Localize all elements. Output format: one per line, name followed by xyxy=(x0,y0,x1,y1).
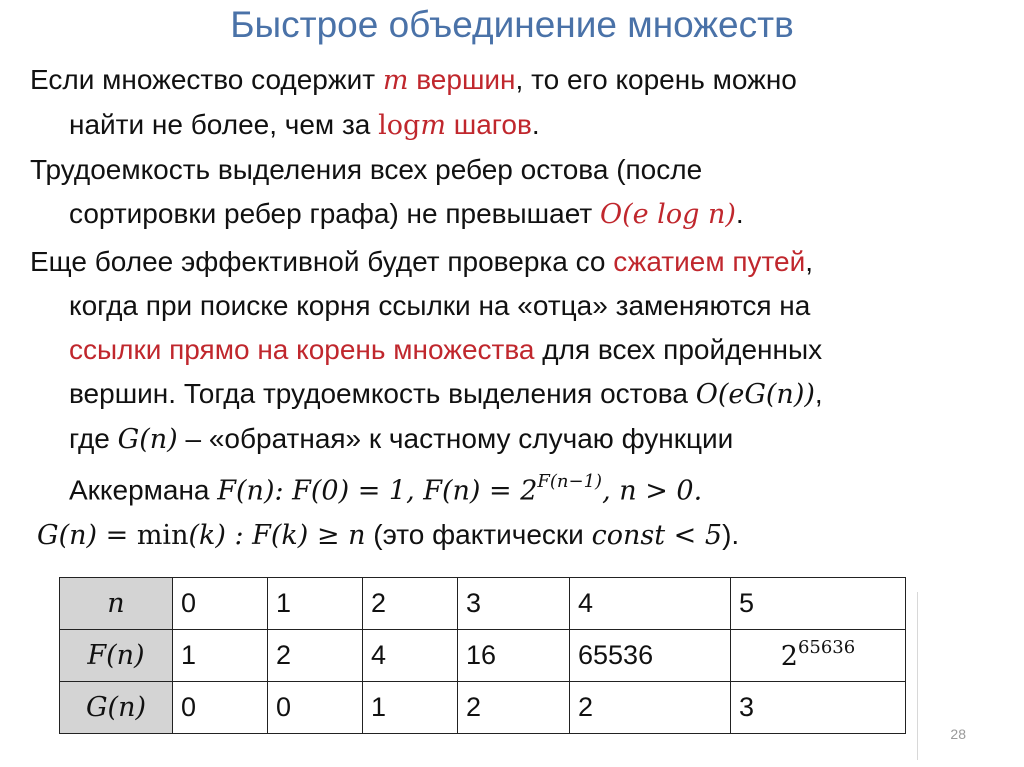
p3-text-7: где xyxy=(69,423,118,454)
paragraph-g-definition xyxy=(37,513,739,558)
p3-line-2: когда при поиске корня ссылки на «отца» заменяются на xyxy=(69,290,811,321)
p2-text-period: . xyxy=(735,198,744,229)
p1-var-m2: m xyxy=(420,110,446,141)
p4-formula-1: G(n) = xyxy=(37,520,137,551)
row-header-n: n xyxy=(60,578,173,630)
p3-formula-2: G(n) xyxy=(117,424,178,455)
p2-formula: O(e log n) xyxy=(599,199,736,230)
table-cell: 5 xyxy=(731,578,906,630)
table-cell-power xyxy=(731,630,906,682)
p3-text-8: – «обратная» к частному случаю функции xyxy=(177,423,734,454)
p1-text-vertices: вершин xyxy=(408,64,516,95)
p3-formula-3-exponent: F(n−1) xyxy=(537,471,603,492)
table-cell: 3 xyxy=(731,682,906,734)
row-header-g: G(n) xyxy=(60,682,173,734)
paragraph-vertex-count xyxy=(30,58,797,148)
right-divider xyxy=(917,592,918,760)
power-base: 2 xyxy=(780,641,798,672)
p4-formula-3: < 5 xyxy=(665,520,723,551)
table-cell: 2 xyxy=(268,630,363,682)
p1-text-1: Если множество содержит xyxy=(30,64,383,95)
page-number: 28 xyxy=(950,726,966,742)
table-cell: 0 xyxy=(173,578,268,630)
table-cell: 1 xyxy=(363,682,458,734)
table-cell: 0 xyxy=(268,682,363,734)
table-row xyxy=(60,682,906,734)
table-cell: 3 xyxy=(458,578,570,630)
table-cell: 65536 xyxy=(570,630,731,682)
table-cell: 0 xyxy=(173,682,268,734)
table-cell: 1 xyxy=(268,578,363,630)
p3-formula-3: F(n): F(0) = 1, F(n) = 2 xyxy=(217,475,538,507)
p4-text-1: (это фактически xyxy=(365,519,592,550)
p2-text-2: сортировки ребер графа) не превышает xyxy=(69,198,600,229)
p3-comma: , xyxy=(805,246,814,277)
p3-text-4: для всех пройденных xyxy=(534,334,823,365)
p4-const: const xyxy=(591,520,666,551)
p1-log: log xyxy=(378,110,421,141)
p1-text-3: найти не более, чем за xyxy=(69,109,379,140)
p4-text-2: ). xyxy=(722,519,740,550)
paragraph-path-compression xyxy=(30,240,823,513)
row-header-f: F(n) xyxy=(60,630,173,682)
table-cell: 4 xyxy=(570,578,731,630)
p1-var-m: m xyxy=(382,65,409,96)
power-exponent: 65636 xyxy=(797,637,856,658)
table-cell: 2 xyxy=(363,578,458,630)
p3-red-root-links: ссылки прямо на корень множества xyxy=(69,334,535,365)
table-cell: 2 xyxy=(570,682,731,734)
p1-text-steps: шагов xyxy=(445,109,532,140)
p3-formula-4: , n > 0. xyxy=(602,475,703,507)
p3-text-1: Еще более эффективной будет проверка со xyxy=(30,246,614,277)
table-cell: 1 xyxy=(173,630,268,682)
slide-title: Быстрое объединение множеств xyxy=(230,4,794,45)
p4-formula-2: (k) : F(k) ≥ n xyxy=(188,520,366,551)
p3-red-compression: сжатием путей xyxy=(613,246,806,277)
p3-comma-2: , xyxy=(814,378,823,409)
p3-text-5: вершин. Тогда трудоемкость выделения остова xyxy=(69,378,696,409)
p3-formula-1: O(eG(n)) xyxy=(695,379,815,410)
table-cell: 4 xyxy=(363,630,458,682)
p4-min: min xyxy=(136,520,189,551)
table-row xyxy=(60,630,906,682)
p2-line-1: Трудоемкость выделения всех ребер остова (после xyxy=(30,154,703,185)
table-cell: 16 xyxy=(458,630,570,682)
p3-text-9: Аккермана xyxy=(69,474,218,506)
table-cell: 2 xyxy=(458,682,570,734)
p1-text-period: . xyxy=(531,109,540,140)
paragraph-complexity xyxy=(30,148,744,237)
table-row xyxy=(60,578,906,630)
values-table xyxy=(59,577,906,734)
p1-text-2: , то его корень можно xyxy=(515,64,797,95)
